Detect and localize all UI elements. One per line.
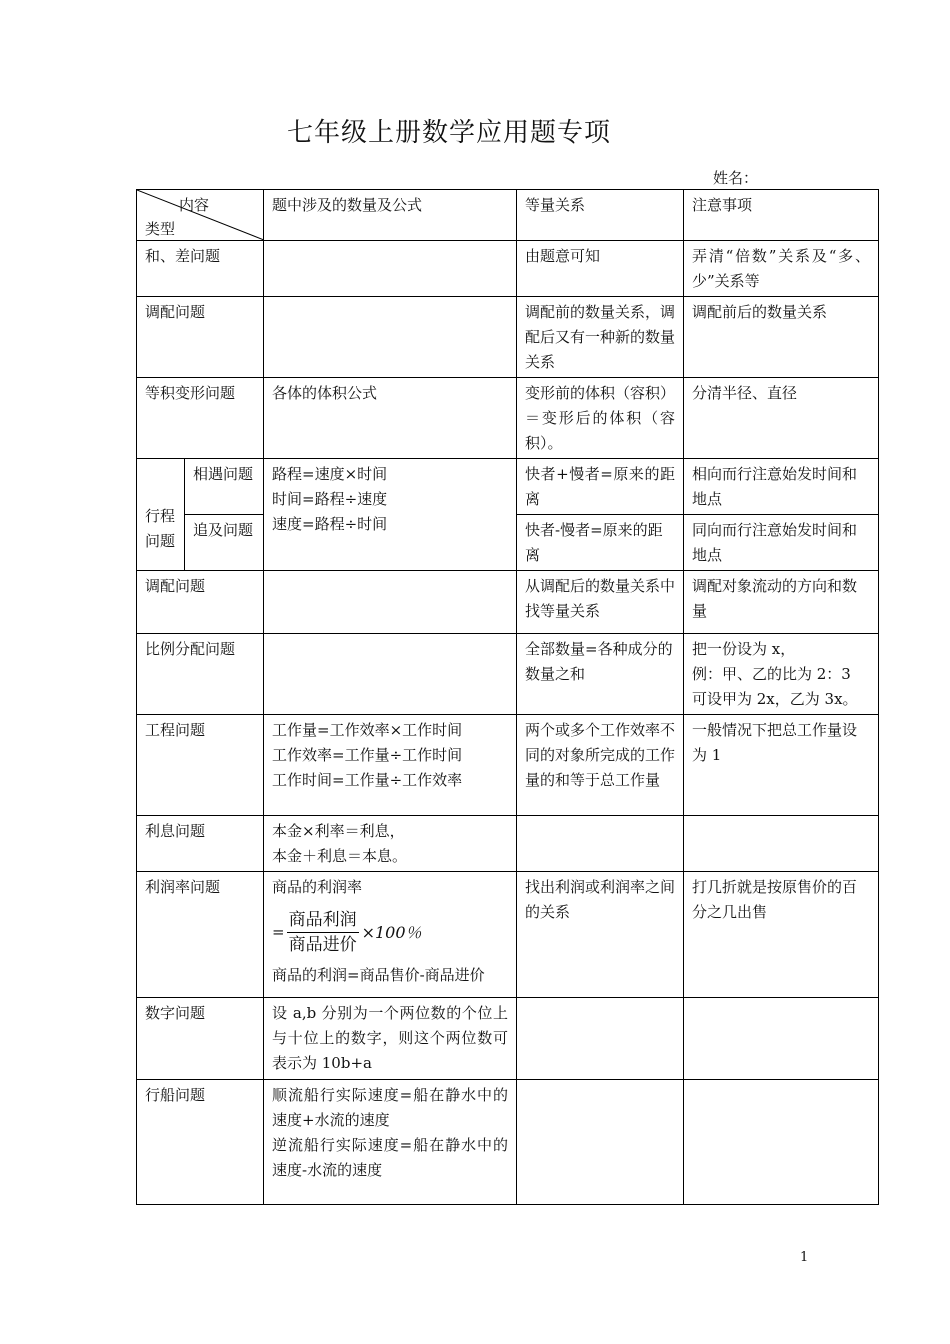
notes-cell <box>684 634 879 715</box>
fraction-multiplier: ×100％ <box>361 923 422 942</box>
notes-cell: 一般情况下把总工作量设为 1 <box>684 715 879 816</box>
notes-line: 例：甲、乙的比为 2：3 可设甲为 2x，乙为 3x。 <box>692 665 858 708</box>
equation-cell <box>517 1080 684 1205</box>
diagonal-header-cell <box>137 190 264 241</box>
type-cell: 调配问题 <box>137 297 264 378</box>
equation-cell: 两个或多个工作效率不同的对象所完成的工作量的和等于总工作量 <box>517 715 684 816</box>
page-number: 1 <box>800 1250 809 1265</box>
formula-line: 商品的利润率 <box>272 878 363 896</box>
type-cell: 等积变形问题 <box>137 378 264 459</box>
type-cell: 工程问题 <box>137 715 264 816</box>
formula-cell: 各体的体积公式 <box>264 378 517 459</box>
type-cell: 利息问题 <box>137 816 264 872</box>
chase-equation-cell: 快者-慢者=原来的距离 <box>517 515 684 571</box>
type-cell: 数字问题 <box>137 998 264 1080</box>
fraction-equals: = <box>272 923 285 941</box>
formula-cell <box>264 634 517 715</box>
chase-type-cell: 追及问题 <box>185 515 264 571</box>
formula-line: 路程=速度×时间 <box>272 465 388 483</box>
table-row <box>137 1080 879 1205</box>
table-row <box>137 816 879 872</box>
fraction-denominator: 商品进价 <box>288 935 357 955</box>
notes-cell <box>684 1080 879 1205</box>
notes-cell: 打几折就是按原售价的百分之几出售 <box>684 872 879 998</box>
equation-cell: 找出利润或利润率之间的关系 <box>517 872 684 998</box>
formula-line: 工作效率=工作量÷工作时间 <box>272 746 463 764</box>
equation-cell: 调配前的数量关系，调配后又有一种新的数量关系 <box>517 297 684 378</box>
header-notes: 注意事项 <box>684 190 879 241</box>
formula-line: 工作时间=工作量÷工作效率 <box>272 771 463 789</box>
table-row <box>137 634 879 715</box>
notes-cell <box>684 998 879 1080</box>
profit-rate-fraction <box>272 908 422 957</box>
equation-cell: 变形前的体积（容积）＝变形后的体积（容积）。 <box>517 378 684 459</box>
meet-notes-cell: 相向而行注意始发时间和地点 <box>684 459 879 515</box>
formula-line: 工作量=工作效率×工作时间 <box>272 721 463 739</box>
table-row <box>137 378 879 459</box>
formula-line: 时间=路程÷速度 <box>272 490 388 508</box>
chase-notes-cell: 同向而行注意始发时间和地点 <box>684 515 879 571</box>
formula-line: 商品的利润=商品售价-商品进价 <box>272 966 485 984</box>
header-type-label: 类型 <box>145 220 176 238</box>
equation-cell <box>517 816 684 872</box>
table-row <box>137 872 879 998</box>
type-cell: 调配问题 <box>137 571 264 634</box>
travel-type-cell: 行程问题 <box>137 459 185 571</box>
formula-cell <box>264 1080 517 1205</box>
meet-type-cell: 相遇问题 <box>185 459 264 515</box>
notes-cell: 分清半径、直径 <box>684 378 879 459</box>
meet-equation-cell: 快者+慢者=原来的距离 <box>517 459 684 515</box>
formula-cell <box>264 872 517 998</box>
equation-cell <box>517 998 684 1080</box>
formula-line: 本金＋利息＝本息。 <box>272 847 408 865</box>
header-equation: 等量关系 <box>517 190 684 241</box>
notes-cell <box>684 816 879 872</box>
formula-cell <box>264 715 517 816</box>
notes-line: 把一份设为 x， <box>692 640 796 658</box>
problem-types-table <box>136 189 879 1205</box>
table-row <box>137 241 879 297</box>
formula-cell <box>264 241 517 297</box>
equation-cell: 从调配后的数量关系中找等量关系 <box>517 571 684 634</box>
notes-cell: 调配对象流动的方向和数量 <box>684 571 879 634</box>
type-cell: 和、差问题 <box>137 241 264 297</box>
name-label: 姓名： <box>713 169 759 187</box>
formula-cell: 设 a,b 分别为一个两位数的个位上与十位上的数字，则这个两位数可表示为 10b+a <box>264 998 517 1080</box>
table-row <box>137 998 879 1080</box>
formula-line: 本金×利率＝利息， <box>272 822 405 840</box>
formula-cell <box>264 571 517 634</box>
formula-line: 逆流船行实际速度=船在静水中的速度-水流的速度 <box>272 1136 508 1179</box>
page-title: 七年级上册数学应用题专项 <box>286 118 611 148</box>
fraction-numerator: 商品利润 <box>288 910 357 930</box>
type-cell: 利润率问题 <box>137 872 264 998</box>
table-row <box>137 459 879 515</box>
header-formula: 题中涉及的数量及公式 <box>264 190 517 241</box>
travel-formula-cell <box>264 459 517 571</box>
formula-line: 速度=路程÷时间 <box>272 515 388 533</box>
equation-cell: 由题意可知 <box>517 241 684 297</box>
formula-cell <box>264 297 517 378</box>
table-header-row <box>137 190 879 241</box>
equation-cell: 全部数量=各种成分的数量之和 <box>517 634 684 715</box>
formula-line: 顺流船行实际速度=船在静水中的速度+水流的速度 <box>272 1086 508 1129</box>
header-content-label: 内容 <box>179 196 210 214</box>
type-cell: 比例分配问题 <box>137 634 264 715</box>
table-row <box>137 715 879 816</box>
table-row <box>137 297 879 378</box>
notes-cell: 调配前后的数量关系 <box>684 297 879 378</box>
type-cell: 行船问题 <box>137 1080 264 1205</box>
notes-cell: 弄清“倍数”关系及“多、少”关系等 <box>684 241 879 297</box>
table-row <box>137 571 879 634</box>
formula-cell <box>264 816 517 872</box>
